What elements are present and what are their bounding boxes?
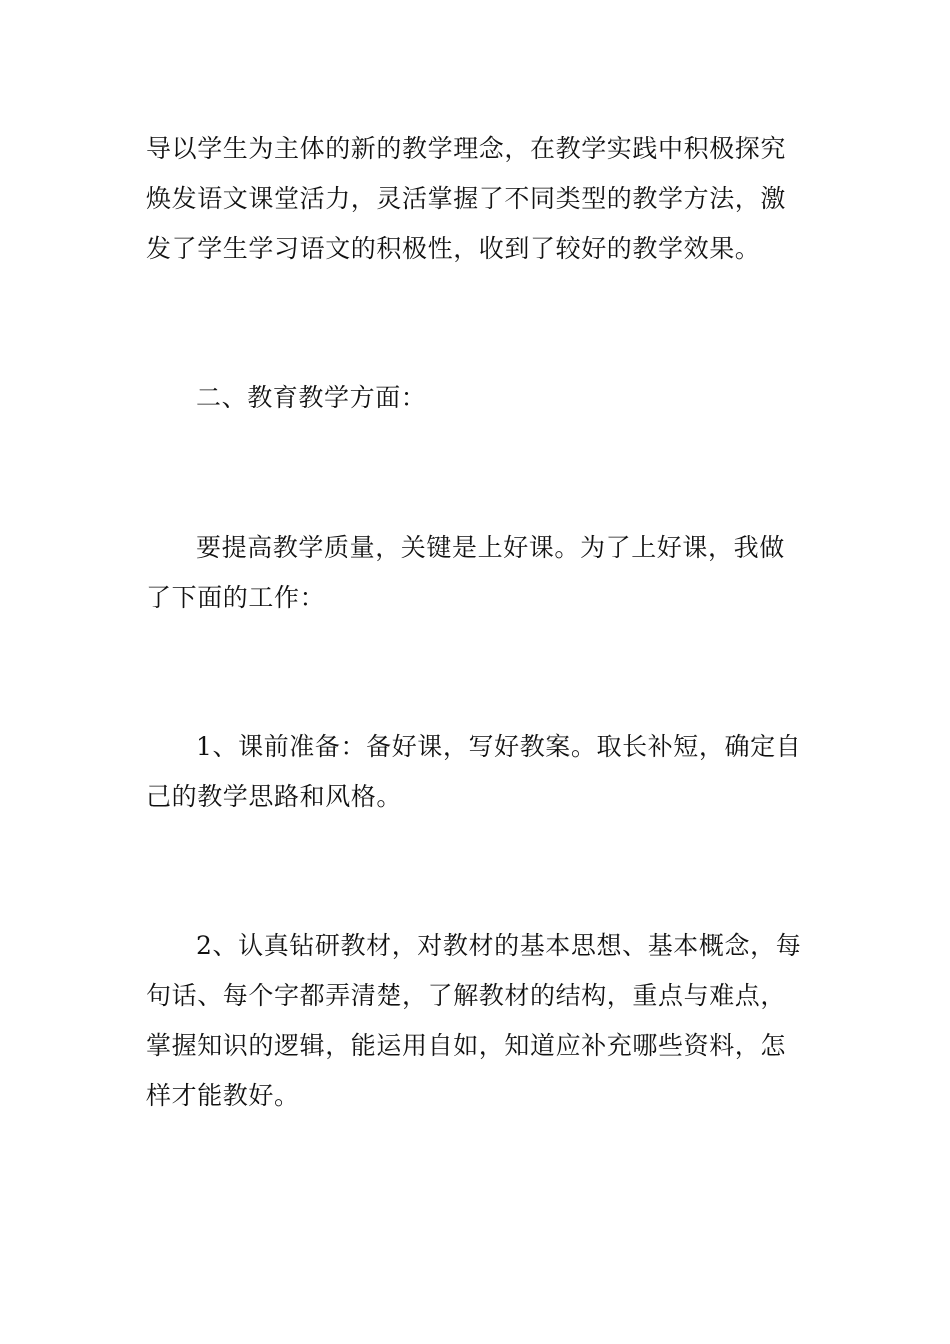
paragraph-3-line-2: 了下面的工作： xyxy=(146,583,326,612)
paragraph-5-line-1: 2、认真钻研教材，对教材的基本思想、基本概念，每 xyxy=(196,931,802,960)
paragraph-5-line-2: 句话、每个字都弄清楚，了解教材的结构，重点与难点， xyxy=(146,981,787,1010)
paragraph-4-line-1: 1、课前准备：备好课，写好教案。取长补短，确定自 xyxy=(196,732,802,761)
paragraph-1-line-1: 导以学生为主体的新的教学理念，在教学实践中积极探究 xyxy=(146,134,787,163)
paragraph-4-line-2: 己的教学思路和风格。 xyxy=(146,782,403,811)
paragraph-5-line-3: 掌握知识的逻辑，能运用自如，知道应补充哪些资料，怎 xyxy=(146,1031,787,1060)
paragraph-5-line-4: 样才能教好。 xyxy=(146,1081,300,1110)
paragraph-3-line-1: 要提高教学质量，关键是上好课。为了上好课，我做 xyxy=(196,533,785,562)
section-heading: 二、教育教学方面： xyxy=(196,383,427,412)
paragraph-1-line-3: 发了学生学习语文的积极性，收到了较好的教学效果。 xyxy=(146,234,761,263)
paragraph-1-line-2: 焕发语文课堂活力，灵活掌握了不同类型的教学方法，激 xyxy=(146,184,787,213)
